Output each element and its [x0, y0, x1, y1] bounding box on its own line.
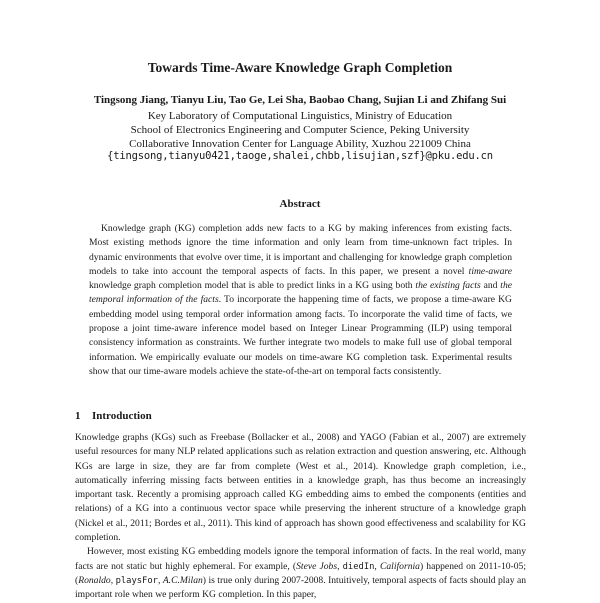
- relation-playsfor: playsFor: [115, 575, 158, 586]
- abstract-text-3: and: [480, 280, 501, 292]
- entity-ac-milan: A.C.Milan: [162, 574, 203, 586]
- abstract-text-1: Knowledge graph (KG) completion adds new facts to a KG by making inferences from existing facts. Most existing methods ignore the time information and only learn from time-unknown fact triples. In dynamic environments that evolve over time, it is important and challenging for knowledge graph completion models to take into account the temporal aspects of facts. In this paper, we present a novel: [89, 223, 512, 277]
- intro-paragraph-2: However, most existing KG embedding models ignore the temporal information of facts. In the real world, many facts are not static but highly ephemeral. For example, (Steve Jobs, diedIn, California) happened on 2011-10-05; (Ronaldo, playsFor, A.C.Milan) is true only during 2007-2008. Intuitively, temporal aspects of facts should play an important role when we perform KG completion. In this paper,: [75, 546, 527, 601]
- section-heading-introduction: [75, 410, 525, 422]
- entity-steve-jobs: Steve Jobs: [296, 560, 338, 572]
- section-number: 1: [75, 410, 81, 422]
- abstract-text-2: knowledge graph completion model that is able to predict links in a KG using both: [89, 280, 416, 292]
- abstract-text-4: . To incorporate the happening time of facts, we propose a time-aware KG embedding model using temporal order information among facts. To incorporate the valid time of facts, we propose a joint time-aware inference model based on Integer Linear Programming (ILP) using temporal consistency information as constraints. We further integrate two models to make full use of global temporal information. We empirically evaluate our models on time-aware KG completion task. Experimental results show that our time-aware models achieve the state-of-the-art on temporal facts consistently.: [89, 294, 512, 377]
- paper-title: Towards Time-Aware Knowledge Graph Completion: [147, 60, 453, 75]
- affiliation-1: Key Laboratory of Computational Linguistics, Ministry of Education: [147, 110, 453, 122]
- introduction-body: [75, 431, 526, 603]
- affiliation-2: School of Electronics Engineering and Computer Science, Peking University: [130, 124, 470, 136]
- abstract-heading: Abstract: [279, 198, 321, 210]
- author-list: Tingsong Jiang, Tianyu Liu, Tao Ge, Lei Sha, Baobao Chang, Sujian Li and Zhifang Sui: [93, 94, 507, 106]
- intro-p2-text-c: ) is true only during 2007-2008. Intuitively, temporal aspects of facts should play an important role when we perform KG completion. In this paper,: [75, 574, 527, 601]
- relation-diedin: diedIn: [342, 561, 375, 572]
- affiliation-3: Collaborative Innovation Center for Language Ability, Xuzhou 221009 China: [129, 138, 471, 150]
- abstract-emph-2: the existing facts: [415, 280, 481, 292]
- abstract-body: [89, 222, 512, 379]
- intro-p2-text-b: ) happened on 2011-10-05; (: [75, 560, 526, 586]
- abstract-emph-1: time-aware: [468, 265, 512, 277]
- intro-paragraph-1: Knowledge graphs (KGs) such as Freebase (Bollacker et al., 2008) and YAGO (Fabian et al., 2007) are extremely useful resources for many NLP related applications such as relation extraction and question answering, etc. Although KGs are large in size, they are far from complete (West et al., 2014). Knowledge graph completion, i.e., automatically inferring missing facts between entities in a knowledge graph, has thus become an increasingly important task. Recently a promising approach called KG embedding aims to embed the components (entities and relations) of a KG into a continuous vector space while preserving the inherent structure of a knowledge graph (Nickel et al., 2011; Bordes et al., 2011). This kind of approach has shown good effectiveness and scalability for KG completion.: [75, 432, 526, 544]
- abstract-emph-3: the temporal information of the facts: [89, 280, 513, 306]
- section-title: Introduction: [92, 410, 152, 422]
- intro-p2-text-a: However, most existing KG embedding models ignore the temporal information of facts. In the real world, many facts are not static but highly ephemeral. For example, (: [75, 546, 526, 572]
- author-emails: {tingsong,tianyu0421,taoge,shalei,chbb,lisujian,szf}@pku.edu.cn: [107, 150, 493, 162]
- entity-ronaldo: Ronaldo: [78, 574, 111, 586]
- entity-california: California: [379, 560, 420, 572]
